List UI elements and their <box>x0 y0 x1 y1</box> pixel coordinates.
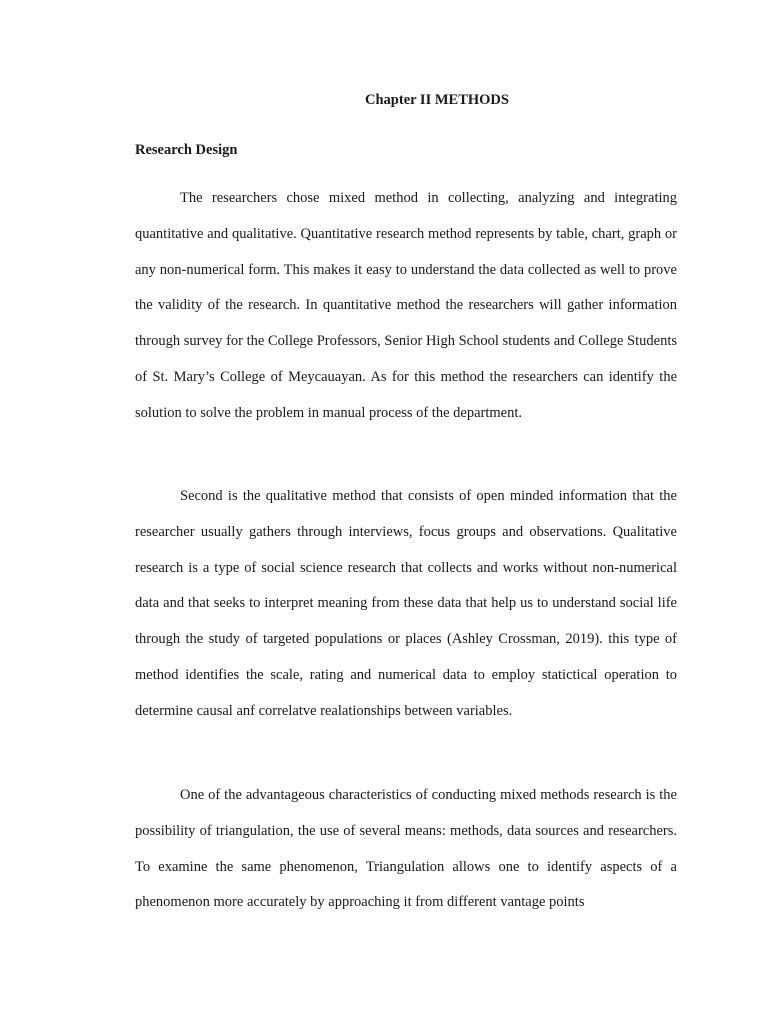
paragraph-triangulation: One of the advantageous characteristics of conducting mixed methods research is the possibility of triangulation, the use of several means: methods, data sources and researchers. To examine the same phenomenon, Triangulation allows one to identify aspects of a phenomenon more accurately by approaching it from different vantage points <box>135 787 677 911</box>
chapter-title: Chapter II METHODS <box>365 92 509 108</box>
paragraph-mixed-method: The researchers chose mixed method in collecting, analyzing and integrating quantitative and qualitative. Quantitative research method represents by table, chart, graph or any non-numerical form. This makes it easy to understand the data collected as well to prove the validity of the research. In quantitative method the researchers will gather information through survey for the College Professors, Senior High School students and College Students of St. Mary’s College of Meycauayan. As for this method the researchers can identify the solution to solve the problem in manual process of the department. <box>135 190 677 421</box>
paragraph-qualitative-method: Second is the qualitative method that consists of open minded information that the researcher usually gathers through interviews, focus groups and observations. Qualitative research is a type of social science research that collects and works without non-numerical data and that seeks to interpret meaning from these data that help us to understand social life through the study of targeted populations or places (Ashley Crossman, 2019). this type of method identifies the scale, rating and numerical data to employ statictical operation to determine causal anf correlatve realationships between variables. <box>135 488 677 719</box>
section-heading: Research Design <box>135 142 238 158</box>
